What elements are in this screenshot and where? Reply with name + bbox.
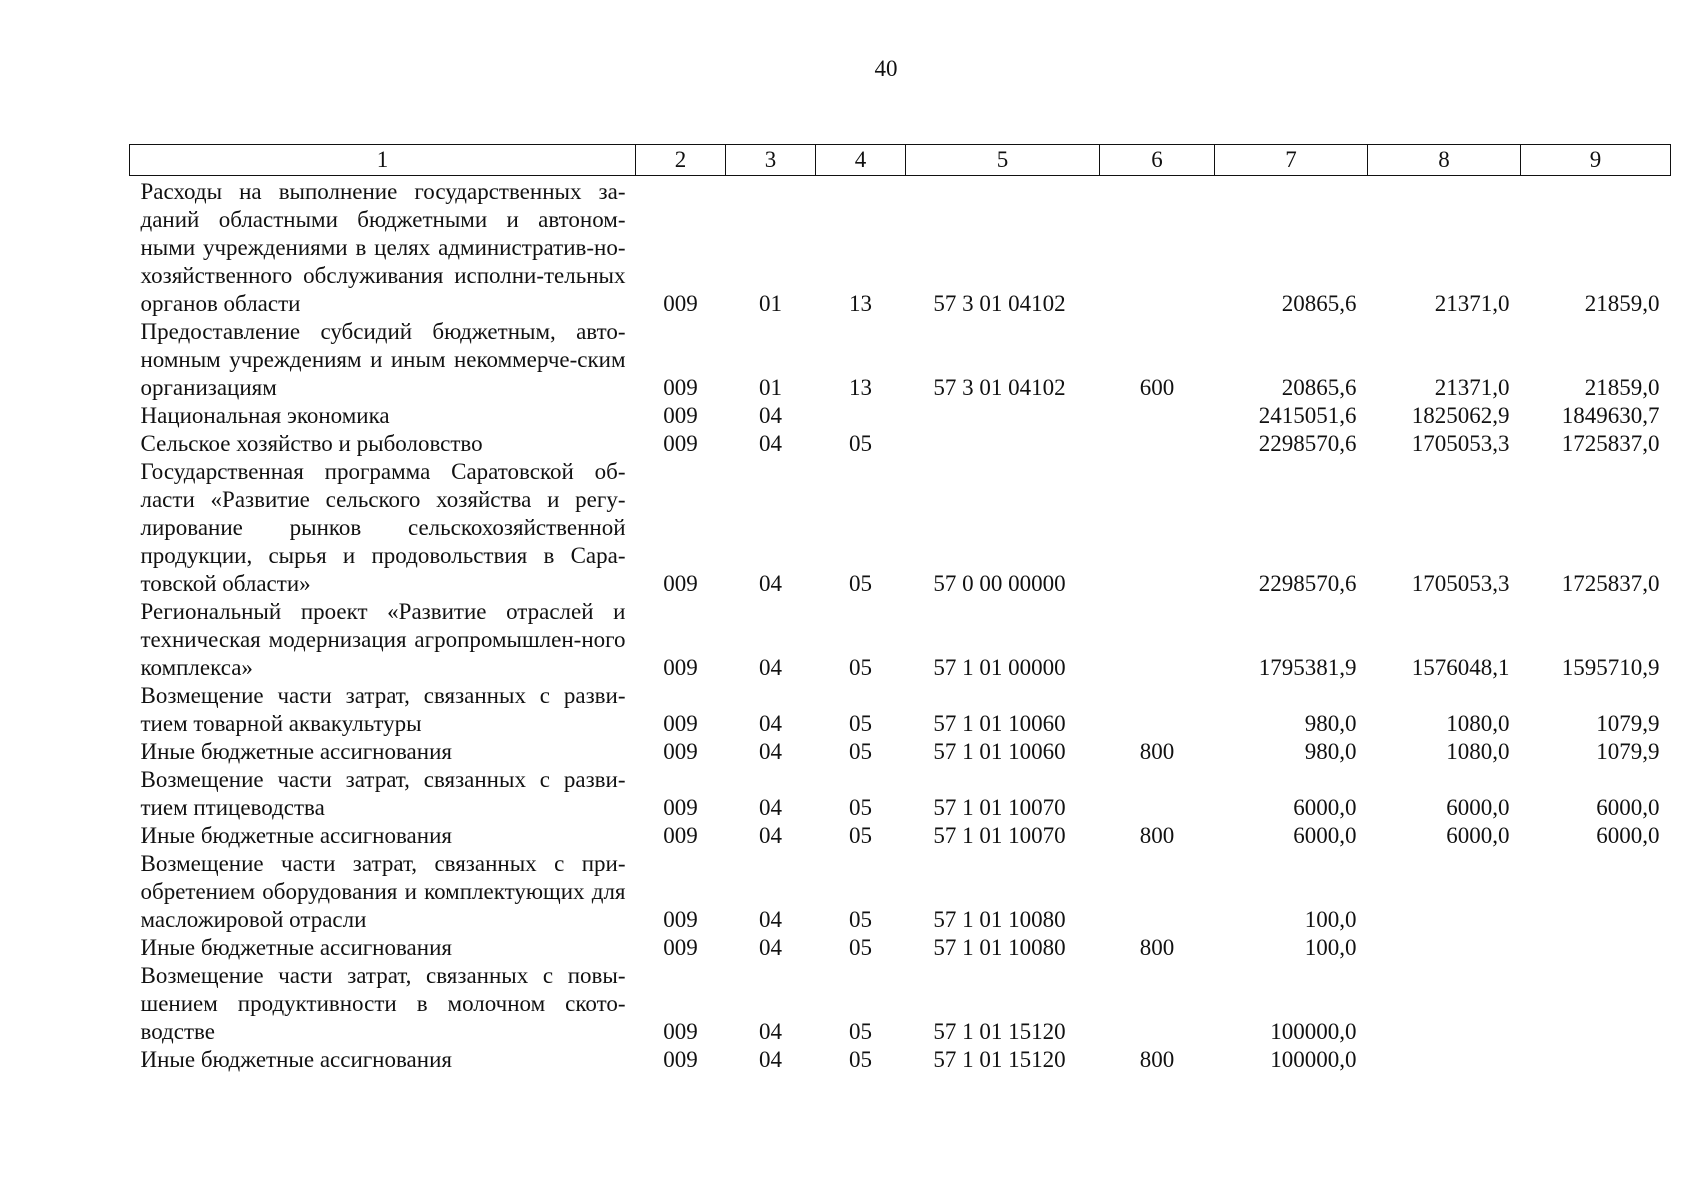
amount-year-3 xyxy=(1521,850,1671,934)
subsection-code: 13 xyxy=(849,375,872,400)
expense-type-code: 800 xyxy=(1139,739,1175,764)
amount-year-3: 1595710,9 xyxy=(1561,655,1660,680)
ministry-code: 009 xyxy=(663,571,698,596)
item-name: Возмещение части затрат, связанных с разви-тием товарной аквакультуры xyxy=(140,683,626,736)
item-name: Иные бюджетные ассигнования xyxy=(140,739,452,764)
item-name: Возмещение части затрат, связанных с повы-шением продуктивности в молочном ското-водстве xyxy=(140,963,626,1044)
expense-type-code xyxy=(1100,176,1215,319)
amount-year-3: 1725837,0 xyxy=(1561,431,1660,456)
target-article-code: 57 3 01 04102 xyxy=(933,291,1066,316)
expense-type-code: 800 xyxy=(1139,823,1175,848)
subsection-code: 05 xyxy=(849,739,872,764)
item-name: Иные бюджетные ассигнования xyxy=(140,823,452,848)
amount-year-3: 6000,0 xyxy=(1596,823,1660,848)
column-header: 2 xyxy=(636,145,726,176)
target-article-code: 57 1 01 10060 xyxy=(933,739,1066,764)
amount-year-3: 1079,9 xyxy=(1596,739,1660,764)
subsection-code: 05 xyxy=(849,935,872,960)
ministry-code: 009 xyxy=(663,739,698,764)
amount-year-2: 6000,0 xyxy=(1446,823,1510,848)
ministry-code: 009 xyxy=(663,431,698,456)
column-header: 4 xyxy=(816,145,906,176)
subsection-code: 05 xyxy=(849,795,872,820)
amount-year-3: 1849630,7 xyxy=(1561,403,1660,428)
section-code: 04 xyxy=(759,571,782,596)
expense-type-code: 600 xyxy=(1139,375,1175,400)
table-row xyxy=(130,1046,1671,1074)
amount-year-3: 6000,0 xyxy=(1596,795,1660,820)
amount-year-2: 1080,0 xyxy=(1446,739,1510,764)
item-name: Государственная программа Саратовской об-ласти «Развитие сельского хозяйства и регу-лирование рынков сельскохозяйственной продукции, сырья и продовольствия в Сара-товской области» xyxy=(140,459,626,596)
column-header: 9 xyxy=(1521,145,1671,176)
amount-year-2: 1705053,3 xyxy=(1411,431,1510,456)
section-code: 04 xyxy=(759,907,782,932)
table-row xyxy=(130,682,1671,738)
section-code: 04 xyxy=(759,1019,782,1044)
ministry-code: 009 xyxy=(663,935,698,960)
ministry-code: 009 xyxy=(663,655,698,680)
table-row xyxy=(130,766,1671,822)
section-code: 04 xyxy=(759,823,782,848)
expense-type-code xyxy=(1100,962,1215,1046)
amount-year-2: 1080,0 xyxy=(1446,711,1510,736)
table-row xyxy=(130,458,1671,598)
subsection-code: 05 xyxy=(849,655,872,680)
item-name: Национальная экономика xyxy=(140,403,390,428)
amount-year-3 xyxy=(1521,1046,1671,1074)
expense-type-code xyxy=(1100,682,1215,738)
table-row xyxy=(130,430,1671,458)
amount-year-2 xyxy=(1368,850,1521,934)
section-code: 04 xyxy=(759,711,782,736)
target-article-code: 57 1 01 10080 xyxy=(933,907,1066,932)
item-name: Возмещение части затрат, связанных с при-обретением оборудования и комплектующих для масложировой отрасли xyxy=(140,851,626,932)
expense-type-code xyxy=(1100,458,1215,598)
table-body xyxy=(130,176,1671,1075)
subsection-code: 05 xyxy=(849,1019,872,1044)
amount-year-2 xyxy=(1368,934,1521,962)
ministry-code: 009 xyxy=(663,403,698,428)
item-name: Иные бюджетные ассигнования xyxy=(140,935,452,960)
section-code: 04 xyxy=(759,739,782,764)
subsection-code: 05 xyxy=(849,907,872,932)
target-article-code: 57 1 01 15120 xyxy=(933,1019,1066,1044)
column-header: 7 xyxy=(1215,145,1368,176)
amount-year-2: 1825062,9 xyxy=(1411,403,1510,428)
expense-type-code xyxy=(1100,766,1215,822)
table-row xyxy=(130,176,1671,319)
ministry-code: 009 xyxy=(663,823,698,848)
target-article-code xyxy=(906,402,1100,430)
amount-year-1: 6000,0 xyxy=(1293,795,1357,820)
amount-year-1: 100,0 xyxy=(1304,935,1357,960)
column-header: 6 xyxy=(1100,145,1215,176)
amount-year-2: 21371,0 xyxy=(1434,375,1510,400)
section-code: 04 xyxy=(759,431,782,456)
table-row xyxy=(130,822,1671,850)
target-article-code: 57 3 01 04102 xyxy=(933,375,1066,400)
amount-year-3: 21859,0 xyxy=(1584,375,1660,400)
page-number: 40 xyxy=(874,56,898,81)
amount-year-3 xyxy=(1521,934,1671,962)
item-name: Возмещение части затрат, связанных с разви-тием птицеводства xyxy=(140,767,626,820)
target-article-code: 57 0 00 00000 xyxy=(933,571,1066,596)
table-row xyxy=(130,318,1671,402)
column-header: 1 xyxy=(130,145,636,176)
column-header: 5 xyxy=(906,145,1100,176)
section-code: 04 xyxy=(759,403,782,428)
table-row xyxy=(130,934,1671,962)
target-article-code: 57 1 01 10080 xyxy=(933,935,1066,960)
target-article-code xyxy=(906,430,1100,458)
expense-type-code xyxy=(1100,598,1215,682)
ministry-code: 009 xyxy=(663,1047,698,1072)
table-row xyxy=(130,850,1671,934)
expense-type-code: 800 xyxy=(1139,1047,1175,1072)
ministry-code: 009 xyxy=(663,1019,698,1044)
section-code: 04 xyxy=(759,935,782,960)
target-article-code: 57 1 01 10070 xyxy=(933,795,1066,820)
amount-year-1: 100000,0 xyxy=(1270,1019,1357,1044)
section-code: 01 xyxy=(759,291,782,316)
target-article-code: 57 1 01 10060 xyxy=(933,711,1066,736)
ministry-code: 009 xyxy=(663,795,698,820)
item-name: Региональный проект «Развитие отраслей и техническая модернизация агропромышлен-ного комплекса» xyxy=(140,599,626,680)
section-code: 04 xyxy=(759,655,782,680)
target-article-code: 57 1 01 10070 xyxy=(933,823,1066,848)
item-name: Иные бюджетные ассигнования xyxy=(140,1047,452,1072)
table-row xyxy=(130,738,1671,766)
ministry-code: 009 xyxy=(663,907,698,932)
section-code: 04 xyxy=(759,1047,782,1072)
amount-year-1: 2298570,6 xyxy=(1258,571,1357,596)
amount-year-1: 100000,0 xyxy=(1270,1047,1357,1072)
subsection-code: 05 xyxy=(849,711,872,736)
amount-year-2: 21371,0 xyxy=(1434,291,1510,316)
amount-year-3 xyxy=(1521,962,1671,1046)
ministry-code: 009 xyxy=(663,711,698,736)
item-name: Расходы на выполнение государственных за-даний областными бюджетными и автоном-ными учреждениями в целях административ-но-хозяйственного обслуживания исполни-тельных органов области xyxy=(140,179,626,316)
amount-year-1: 20865,6 xyxy=(1281,375,1357,400)
amount-year-3: 1725837,0 xyxy=(1561,571,1660,596)
amount-year-2 xyxy=(1368,1046,1521,1074)
column-header: 3 xyxy=(726,145,816,176)
budget-table xyxy=(129,144,1671,1074)
amount-year-1: 6000,0 xyxy=(1293,823,1357,848)
amount-year-1: 980,0 xyxy=(1304,739,1357,764)
amount-year-3: 1079,9 xyxy=(1596,711,1660,736)
amount-year-2 xyxy=(1368,962,1521,1046)
subsection-code: 05 xyxy=(849,571,872,596)
subsection-code: 05 xyxy=(849,431,872,456)
amount-year-2: 6000,0 xyxy=(1446,795,1510,820)
target-article-code: 57 1 01 00000 xyxy=(933,655,1066,680)
subsection-code: 05 xyxy=(849,823,872,848)
expense-type-code xyxy=(1100,850,1215,934)
table-header-row xyxy=(130,145,1671,176)
ministry-code: 009 xyxy=(663,291,698,316)
expense-type-code xyxy=(1100,430,1215,458)
table-row xyxy=(130,402,1671,430)
amount-year-1: 980,0 xyxy=(1304,711,1357,736)
column-header: 8 xyxy=(1368,145,1521,176)
amount-year-2: 1705053,3 xyxy=(1411,571,1510,596)
section-code: 04 xyxy=(759,795,782,820)
amount-year-1: 20865,6 xyxy=(1281,291,1357,316)
item-name: Сельское хозяйство и рыболовство xyxy=(140,431,483,456)
target-article-code: 57 1 01 15120 xyxy=(933,1047,1066,1072)
subsection-code: 05 xyxy=(849,1047,872,1072)
section-code: 01 xyxy=(759,375,782,400)
item-name: Предоставление субсидий бюджетным, авто-номным учреждениям и иным некоммерче-ским организациям xyxy=(140,319,626,400)
amount-year-3: 21859,0 xyxy=(1584,291,1660,316)
amount-year-1: 100,0 xyxy=(1304,907,1357,932)
ministry-code: 009 xyxy=(663,375,698,400)
amount-year-2: 1576048,1 xyxy=(1411,655,1510,680)
amount-year-1: 1795381,9 xyxy=(1258,655,1357,680)
amount-year-1: 2415051,6 xyxy=(1258,403,1357,428)
expense-type-code xyxy=(1100,402,1215,430)
subsection-code xyxy=(816,402,906,430)
expense-type-code: 800 xyxy=(1139,935,1175,960)
amount-year-1: 2298570,6 xyxy=(1258,431,1357,456)
subsection-code: 13 xyxy=(849,291,872,316)
table-row xyxy=(130,598,1671,682)
table-row xyxy=(130,962,1671,1046)
